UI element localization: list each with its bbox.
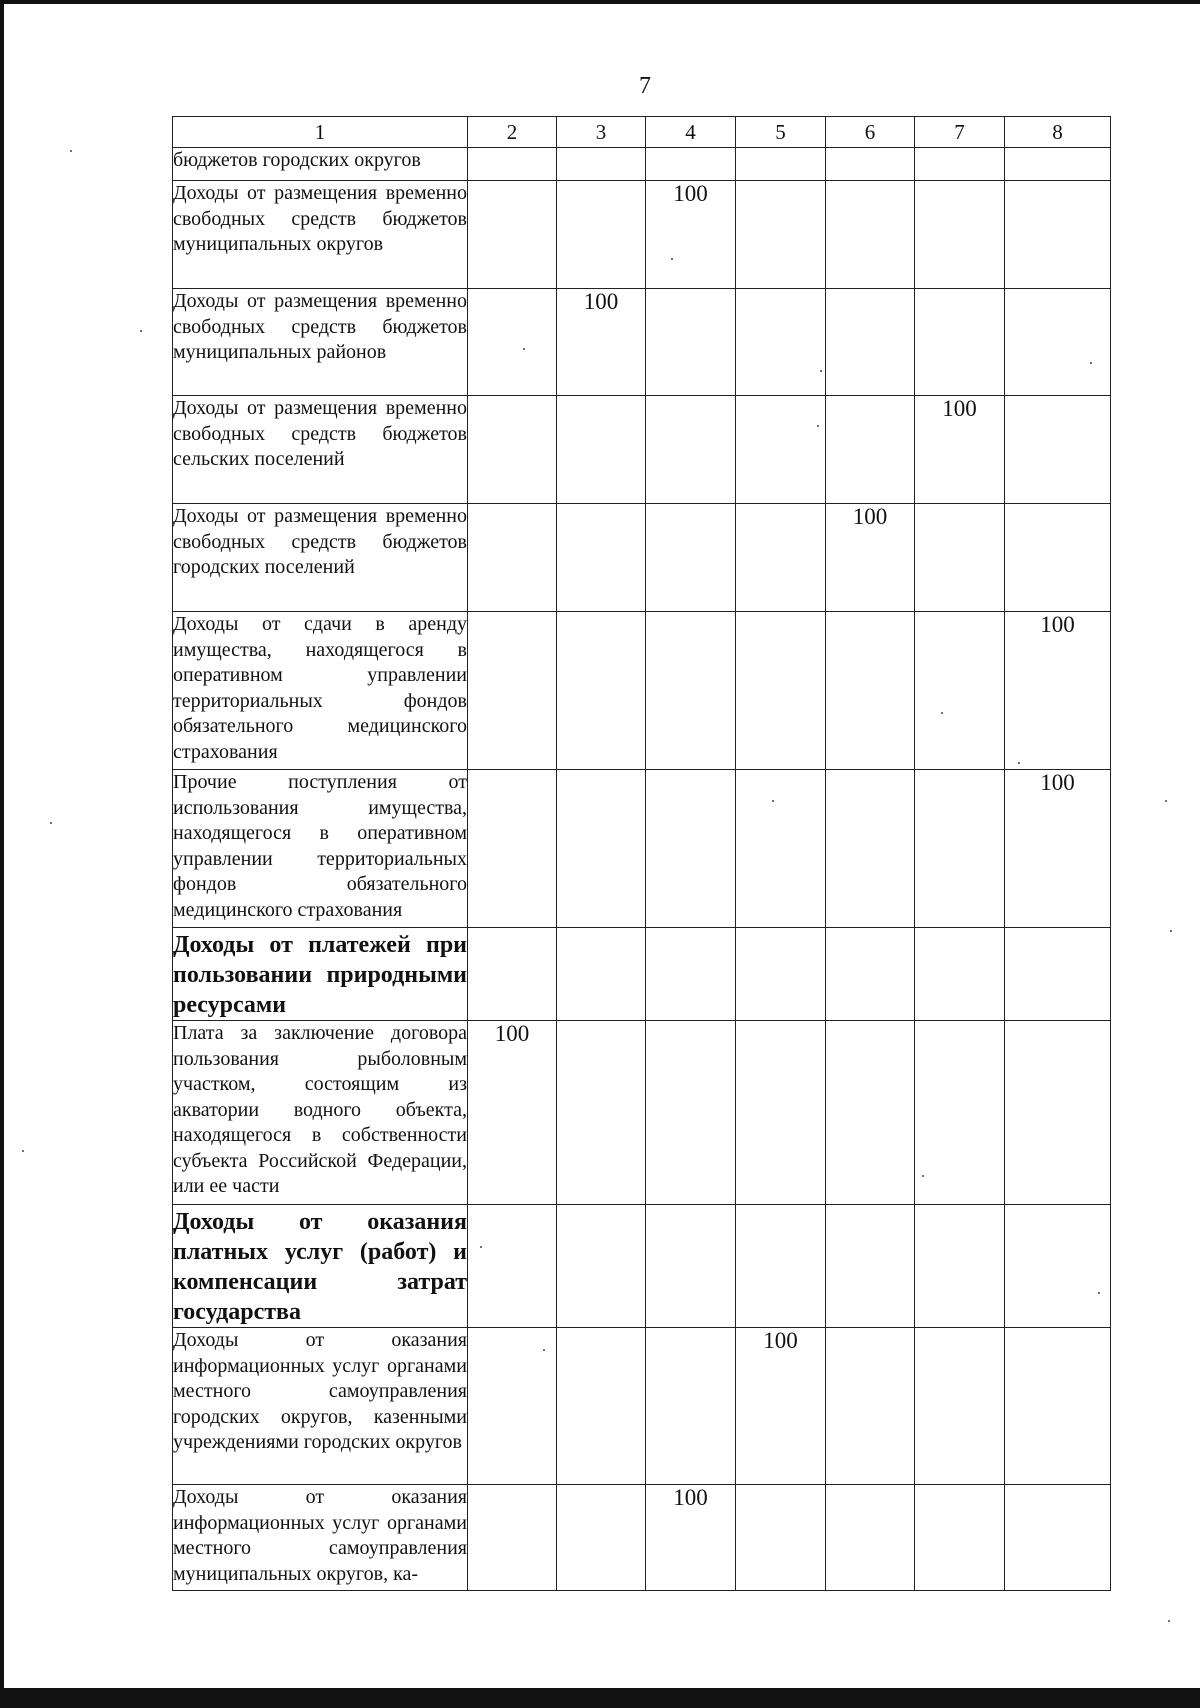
value-cell-col-2 [468,289,557,396]
value-cell-col-7: 100 [915,396,1005,504]
scan-speck [22,1150,24,1152]
income-description-cell: Доходы от оказания информационных услуг органами местного самоуправления городских округов, казенными учреждениями городских округов [173,1328,468,1485]
value-cell-col-6 [826,181,915,289]
value-cell-col-7 [915,148,1005,181]
value-cell-col-2 [468,148,557,181]
scan-left-edge [0,0,4,1708]
scan-top-edge [0,0,1200,4]
value-cell-col-3 [557,181,646,289]
scan-speck [50,822,52,824]
income-description-cell: Прочие поступления от использования имущества, находящегося в оперативном управлении территориальных фондов обязательного медицинского страхования [173,770,468,928]
scan-speck [772,800,774,802]
value-cell-col-6 [826,1485,915,1591]
scan-speck [70,150,72,152]
column-header-8: 8 [1005,117,1111,148]
income-description-cell: бюджетов городских округов [173,148,468,181]
table-row [173,1205,1111,1328]
column-header-1: 1 [173,117,468,148]
value-cell-col-5: 100 [736,1328,826,1485]
value-cell-col-4 [646,928,736,1021]
column-header-5: 5 [736,117,826,148]
value-cell-col-8: 100 [1005,770,1111,928]
value-cell-col-6 [826,612,915,770]
table-row [173,181,1111,289]
value-cell-col-7 [915,612,1005,770]
value-cell-col-3 [557,1205,646,1328]
value-cell-col-6 [826,1205,915,1328]
value-cell-col-4 [646,148,736,181]
value-cell-col-5 [736,1205,826,1328]
scan-speck [817,425,819,427]
value-cell-col-5 [736,181,826,289]
value-cell-col-6 [826,1021,915,1205]
value-cell-col-4 [646,289,736,396]
value-cell-col-2 [468,612,557,770]
value-cell-col-6 [826,396,915,504]
value-cell-col-8 [1005,1205,1111,1328]
value-cell-col-8 [1005,1328,1111,1485]
value-cell-col-5 [736,396,826,504]
scan-speck [1098,1292,1100,1294]
value-cell-col-8 [1005,504,1111,612]
value-cell-col-4 [646,1205,736,1328]
income-description-cell: Доходы от размещения временно свободных средств бюджетов городских поселений [173,504,468,612]
table-row [173,396,1111,504]
value-cell-col-7 [915,289,1005,396]
scan-speck [820,370,822,372]
table-row [173,612,1111,770]
table-row [173,1328,1111,1485]
value-cell-col-2 [468,1328,557,1485]
value-cell-col-7 [915,1021,1005,1205]
value-cell-col-4 [646,504,736,612]
value-cell-col-2 [468,770,557,928]
income-distribution-table [172,116,1111,1591]
value-cell-col-4: 100 [646,181,736,289]
value-cell-col-6 [826,289,915,396]
section-heading-cell: Доходы от оказания платных услуг (работ) и компенсации затрат государства [173,1205,468,1328]
value-cell-col-7 [915,504,1005,612]
income-description-cell: Доходы от оказания информационных услуг органами местного самоуправления муниципальных округов, ка- [173,1485,468,1591]
table-row [173,289,1111,396]
value-cell-col-8 [1005,289,1111,396]
value-cell-col-4 [646,770,736,928]
value-cell-col-8 [1005,396,1111,504]
column-header-2: 2 [468,117,557,148]
scan-speck [480,1246,482,1248]
column-header-4: 4 [646,117,736,148]
section-heading-cell: Доходы от платежей при пользовании природными ресурсами [173,928,468,1021]
value-cell-col-3 [557,928,646,1021]
scan-speck [1168,1620,1170,1622]
table-row [173,148,1111,181]
page-number: 7 [639,73,651,99]
table-header-row [173,117,1111,148]
value-cell-col-6 [826,770,915,928]
income-description-cell: Доходы от размещения временно свободных средств бюджетов сельских поселений [173,396,468,504]
value-cell-col-8 [1005,1021,1111,1205]
scan-speck [1018,762,1020,764]
value-cell-col-5 [736,504,826,612]
value-cell-col-4 [646,1328,736,1485]
scan-speck [1170,930,1172,932]
value-cell-col-3 [557,148,646,181]
scan-speck [671,258,673,260]
scan-speck [543,1349,545,1351]
value-cell-col-2 [468,1205,557,1328]
scan-speck [941,712,943,714]
value-cell-col-2 [468,181,557,289]
value-cell-col-2 [468,1485,557,1591]
column-header-3: 3 [557,117,646,148]
value-cell-col-5 [736,1485,826,1591]
value-cell-col-5 [736,612,826,770]
value-cell-col-3 [557,770,646,928]
scan-speck [1090,362,1092,364]
value-cell-col-8 [1005,928,1111,1021]
scan-speck [523,348,525,350]
value-cell-col-3 [557,504,646,612]
value-cell-col-6 [826,1328,915,1485]
value-cell-col-8 [1005,181,1111,289]
value-cell-col-6 [826,148,915,181]
value-cell-col-7 [915,1485,1005,1591]
value-cell-col-4 [646,612,736,770]
value-cell-col-7 [915,181,1005,289]
value-cell-col-5 [736,289,826,396]
value-cell-col-3 [557,396,646,504]
value-cell-col-2 [468,928,557,1021]
value-cell-col-2 [468,396,557,504]
table-row [173,1485,1111,1591]
value-cell-col-7 [915,770,1005,928]
value-cell-col-5 [736,1021,826,1205]
table-row [173,928,1111,1021]
value-cell-col-7 [915,1205,1005,1328]
value-cell-col-8 [1005,148,1111,181]
value-cell-col-3 [557,612,646,770]
scan-speck [922,1175,924,1177]
table-row [173,1021,1111,1205]
value-cell-col-4 [646,396,736,504]
income-description-cell: Доходы от размещения временно свободных средств бюджетов муниципальных округов [173,181,468,289]
value-cell-col-7 [915,928,1005,1021]
value-cell-col-2: 100 [468,1021,557,1205]
value-cell-col-6: 100 [826,504,915,612]
value-cell-col-3 [557,1485,646,1591]
table-row [173,770,1111,928]
column-header-7: 7 [915,117,1005,148]
value-cell-col-6 [826,928,915,1021]
value-cell-col-8 [1005,1485,1111,1591]
income-description-cell: Доходы от размещения временно свободных средств бюджетов муниципальных районов [173,289,468,396]
value-cell-col-3: 100 [557,289,646,396]
value-cell-col-4: 100 [646,1485,736,1591]
value-cell-col-3 [557,1328,646,1485]
value-cell-col-3 [557,1021,646,1205]
income-description-cell: Доходы от сдачи в аренду имущества, находящегося в оперативном управлении территориальных фондов обязательного медицинского страхования [173,612,468,770]
value-cell-col-5 [736,148,826,181]
table-row [173,504,1111,612]
scan-speck [1165,800,1167,802]
value-cell-col-8: 100 [1005,612,1111,770]
column-header-6: 6 [826,117,915,148]
scan-speck [140,330,142,332]
income-description-cell: Плата за заключение договора пользования рыболовным участком, состоящим из акватории водного объекта, находящегося в собственности субъекта Российской Федерации, или ее части [173,1021,468,1205]
value-cell-col-4 [646,1021,736,1205]
value-cell-col-2 [468,504,557,612]
scan-bottom-edge [0,1688,1200,1708]
value-cell-col-7 [915,1328,1005,1485]
value-cell-col-5 [736,928,826,1021]
value-cell-col-5 [736,770,826,928]
